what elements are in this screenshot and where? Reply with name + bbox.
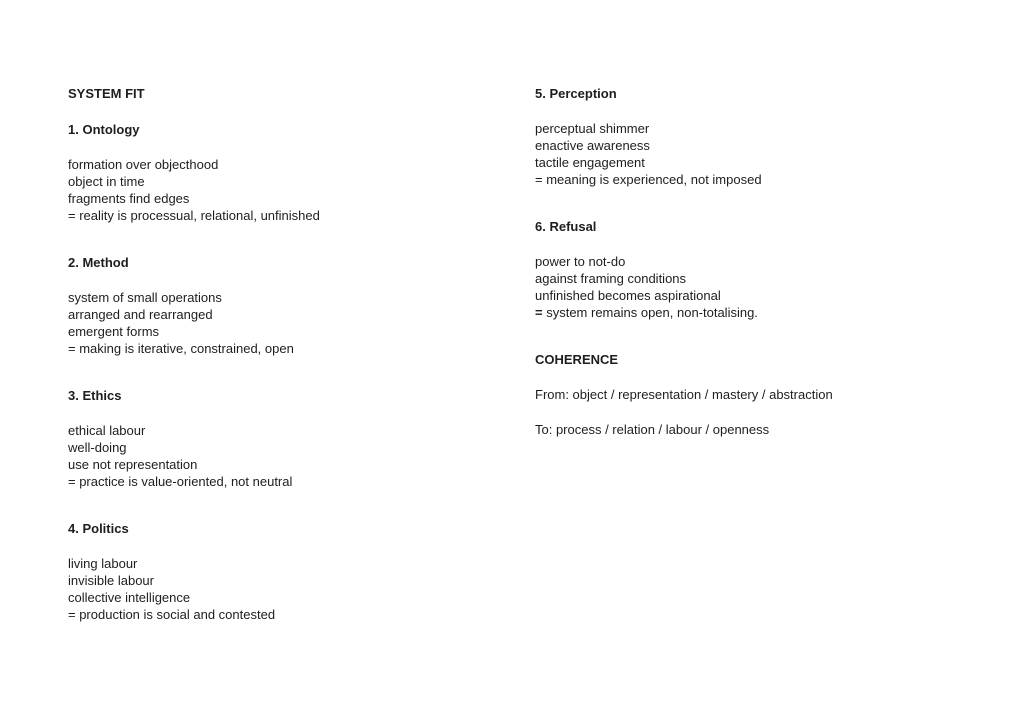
text-line: emergent forms [68, 324, 160, 339]
summary-line: = reality is processual, relational, unfinished [68, 208, 320, 223]
section-refusal [535, 218, 975, 321]
text-line: collective intelligence [68, 590, 191, 605]
text-line: use not representation [68, 457, 198, 472]
text-line: tactile engagement [535, 155, 645, 170]
section-ethics [68, 387, 498, 490]
text-line: system of small operations [68, 290, 222, 305]
coherence-heading: COHERENCE [535, 352, 619, 367]
section-body [535, 253, 975, 321]
section-ontology [68, 121, 498, 224]
summary-line: = making is iterative, constrained, open [68, 341, 294, 356]
text-line: against framing conditions [535, 271, 687, 286]
section-body [68, 289, 498, 357]
section-body [68, 156, 498, 224]
text-line: To: process / relation / labour / openness [535, 422, 770, 437]
section-body [68, 555, 498, 623]
bold-equals: = [535, 305, 543, 320]
section-heading: 5. Perception [535, 86, 617, 101]
section-body [68, 422, 498, 490]
right-column [535, 85, 975, 456]
text-line: enactive awareness [535, 138, 650, 153]
section-coherence [535, 351, 975, 438]
text-line: living labour [68, 556, 138, 571]
section-method [68, 254, 498, 357]
summary-line: = production is social and contested [68, 607, 276, 622]
summary-line: = practice is value-oriented, not neutral [68, 474, 293, 489]
text-line: well-doing [68, 440, 127, 455]
text-line: power to not-do [535, 254, 626, 269]
coherence-from [535, 386, 975, 403]
text-line: object in time [68, 174, 145, 189]
section-heading: 4. Politics [68, 521, 129, 536]
text-line: ethical labour [68, 423, 146, 438]
section-politics [68, 520, 498, 623]
section-body [535, 120, 975, 188]
section-heading: 6. Refusal [535, 219, 597, 234]
left-column [68, 85, 498, 653]
text-line: invisible labour [68, 573, 154, 588]
summary-text: system remains open, non-totalising. [542, 305, 758, 320]
text-line: unfinished becomes aspirational [535, 288, 721, 303]
summary-line: = meaning is experienced, not imposed [535, 172, 762, 187]
document-title: SYSTEM FIT [68, 86, 145, 101]
summary-line [535, 304, 975, 321]
section-perception [535, 85, 975, 188]
text-line: fragments find edges [68, 191, 190, 206]
section-heading: 1. Ontology [68, 122, 140, 137]
section-heading: 2. Method [68, 255, 129, 270]
text-line: formation over objecthood [68, 157, 219, 172]
text-line: From: object / representation / mastery / abstraction [535, 387, 833, 402]
text-line: arranged and rearranged [68, 307, 213, 322]
text-line: perceptual shimmer [535, 121, 650, 136]
section-heading: 3. Ethics [68, 388, 122, 403]
coherence-to [535, 421, 975, 438]
